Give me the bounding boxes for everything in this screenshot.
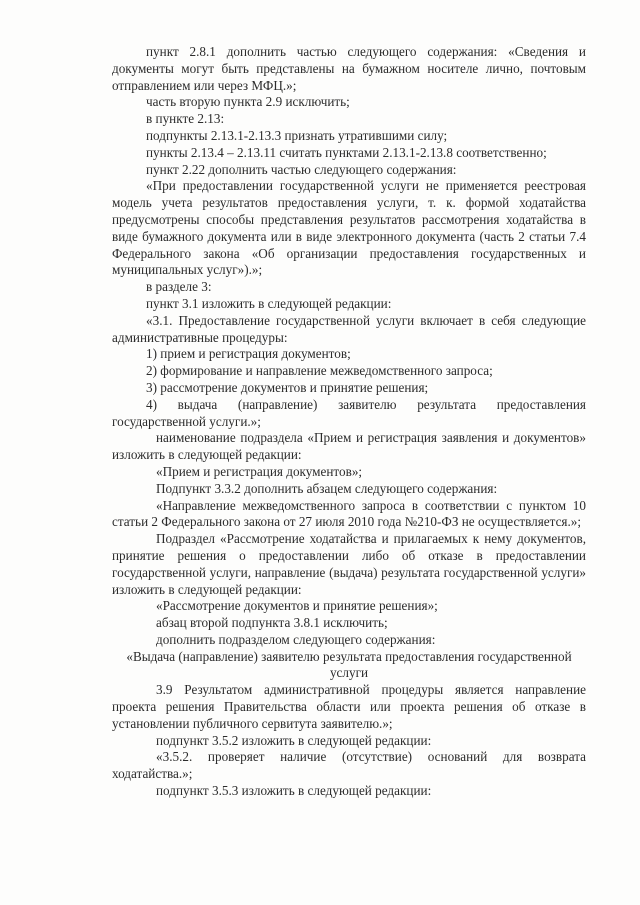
subsection-heading: «Выдача (направление) заявителю результата предоставления государственной услуги — [126, 648, 572, 681]
paragraph: пункты 2.13.4 – 2.13.11 считать пунктами 2.13.1-2.13.8 соответственно; — [146, 144, 547, 160]
paragraph: 3.9 Результатом административной процедуры является направление проекта решения Правительства области или проекта решения об отказе в установлении публичного сервитута заявителю.»; — [112, 682, 586, 731]
paragraph: пункт 3.1 изложить в следующей редакции: — [146, 295, 392, 311]
paragraph: дополнить подразделом следующего содержания: — [156, 631, 436, 647]
paragraph: Подраздел «Рассмотрение ходатайства и прилагаемых к нему документов, принятие решения о предоставлении либо об отказе в предоставлении государственной услуги, направление (выдача) результата государственной услуги» изложить в следующей редакции: — [112, 531, 586, 597]
document-body — [112, 44, 586, 800]
paragraph: «3.5.2. проверяет наличие (отсутствие) оснований для возврата ходатайства.»; — [112, 749, 586, 782]
paragraph: в пункте 2.13: — [146, 111, 225, 127]
paragraph: Подпункт 3.3.2 дополнить абзацем следующего содержания: — [156, 480, 498, 496]
paragraph: «3.1. Предоставление государственной услуги включает в себя следующие административные процедуры: — [112, 312, 586, 345]
list-item: 4) выдача (направление) заявителю результата предоставления государственной услуги.»; — [112, 396, 586, 429]
paragraph: абзац второй подпункта 3.8.1 исключить; — [156, 615, 388, 631]
paragraph: подпункты 2.13.1-2.13.3 признать утратившими силу; — [146, 127, 448, 143]
paragraph: пункт 2.8.1 дополнить частью следующего содержания: «Сведения и документы могут быть представлены на бумажном носителе лично, почтовым отправлением или через МФЦ.»; — [112, 44, 586, 93]
paragraph: пункт 2.22 дополнить частью следующего содержания: — [146, 161, 457, 177]
paragraph: подпункт 3.5.3 изложить в следующей редакции: — [156, 783, 432, 799]
paragraph: «Рассмотрение документов и принятие решения»; — [156, 598, 438, 614]
paragraph: «Прием и регистрация документов»; — [156, 463, 363, 479]
paragraph: «Направление межведомственного запроса в соответствии с пунктом 10 статьи 2 Федерального закона от 27 июля 2010 года №210-ФЗ не осуществляется.»; — [112, 497, 586, 530]
paragraph: в разделе 3: — [146, 279, 212, 295]
list-item: 3) рассмотрение документов и принятие решения; — [146, 379, 429, 395]
paragraph: «При предоставлении государственной услуги не применяется реестровая модель учета результатов предоставления услуги, т. к. формой ходатайства предусмотрены способы представления результатов рассмотрения ходатайства в виде бумажного документа или в виде электронного документа (часть 2 статьи 7.4 Федерального закона «Об организации предоставления государственных и муниципальных услуг»).»; — [112, 178, 586, 278]
paragraph: часть вторую пункта 2.9 исключить; — [146, 94, 350, 110]
paragraph: наименование подраздела «Прием и регистрация заявления и документов» изложить в следующей редакции: — [112, 430, 586, 463]
list-item: 1) прием и регистрация документов; — [146, 346, 351, 362]
paragraph: подпункт 3.5.2 изложить в следующей редакции: — [156, 732, 432, 748]
list-item: 2) формирование и направление межведомственного запроса; — [146, 363, 493, 379]
